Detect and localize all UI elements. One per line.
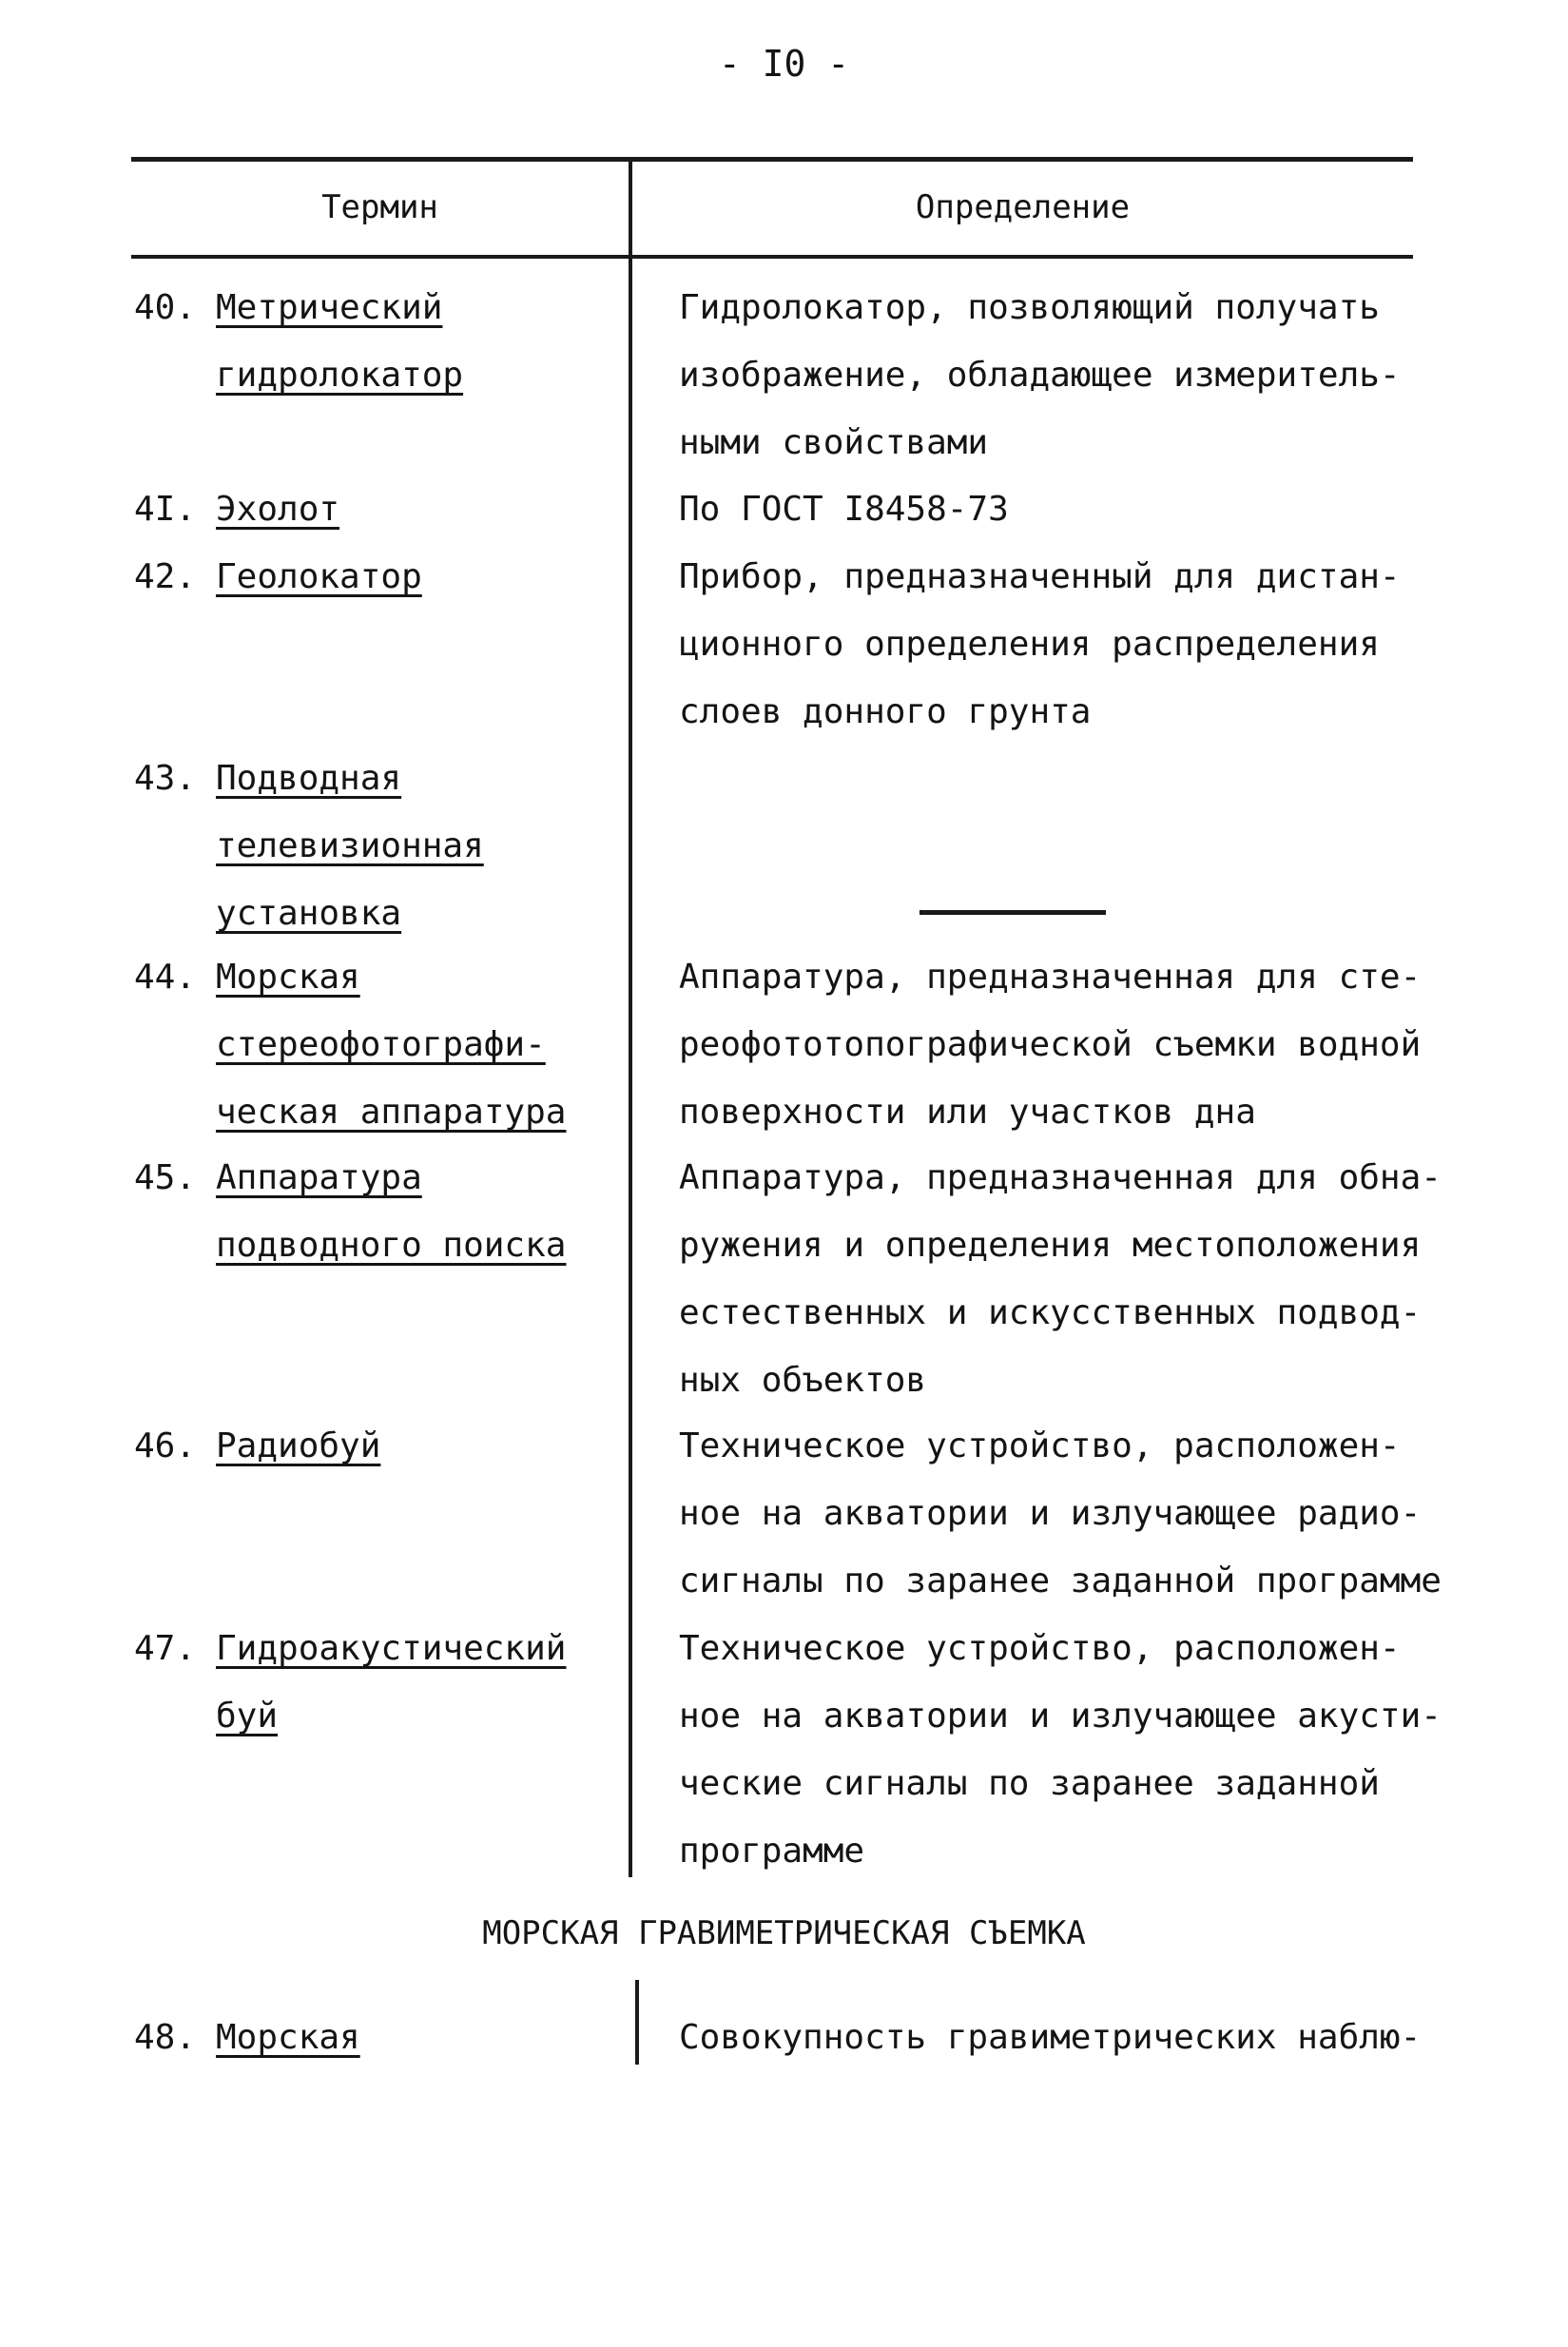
term-definition: Прибор, предназначенный для дистан- ционного определения распределения слоев донного грунта: [679, 557, 1401, 731]
term-definition: По ГОСТ I8458-73: [679, 490, 1009, 529]
term-name: Гидроакустический буй: [216, 1629, 567, 1736]
page-number: - I0 -: [718, 43, 850, 85]
term-number: 47.: [134, 1629, 197, 1668]
term-number: 40.: [134, 288, 197, 327]
table-top-rule: [131, 157, 1413, 162]
column-header-definition: Определение: [915, 188, 1131, 226]
term-definition: Аппаратура, предназначенная для обна- ружения и определения местоположения естественных и искусственных подвод- ных объектов: [679, 1158, 1442, 1400]
term-name: Морская: [216, 2018, 360, 2057]
column-divider: [635, 1980, 639, 2065]
term-name: Метрический гидролокатор: [216, 288, 464, 395]
term-definition: Гидролокатор, позволяющий получать изображение, обладающее измеритель- ными свойствами: [679, 288, 1401, 462]
term-number: 43.: [134, 759, 197, 798]
term-name: Подводная телевизионная установка: [216, 759, 484, 933]
term-definition: Техническое устройство, расположен- ное на акватории и излучающее радио- сигналы по заранее заданной программе: [679, 1426, 1442, 1600]
term-name: Морская стереофотографи- ческая аппаратура: [216, 958, 567, 1132]
column-divider: [629, 160, 632, 1877]
term-number: 4I.: [134, 490, 197, 529]
term-name: Аппаратура подводного поиска: [216, 1158, 567, 1265]
term-name: Радиобуй: [216, 1426, 381, 1465]
term-number: 42.: [134, 557, 197, 596]
term-number: 48.: [134, 2018, 197, 2057]
term-definition: Аппаратура, предназначенная для сте- реофототопографической съемки водной поверхности или участков дна: [679, 958, 1422, 1132]
section-title: МОРСКАЯ ГРАВИМЕТРИЧЕСКАЯ СЪЕМКА: [482, 1914, 1086, 1952]
column-header-term: Термин: [321, 188, 438, 226]
table-header-rule: [131, 255, 1413, 259]
term-name: Эхолот: [216, 490, 340, 529]
definition-dash: [920, 910, 1106, 915]
term-definition: Техническое устройство, расположен- ное на акватории и излучающее акусти- ческие сигналы по заранее заданной программе: [679, 1629, 1442, 1871]
term-number: 46.: [134, 1426, 197, 1465]
term-definition: Совокупность гравиметрических наблю-: [679, 2018, 1422, 2057]
term-number: 44.: [134, 958, 197, 997]
term-number: 45.: [134, 1158, 197, 1197]
term-name: Геолокатор: [216, 557, 422, 596]
